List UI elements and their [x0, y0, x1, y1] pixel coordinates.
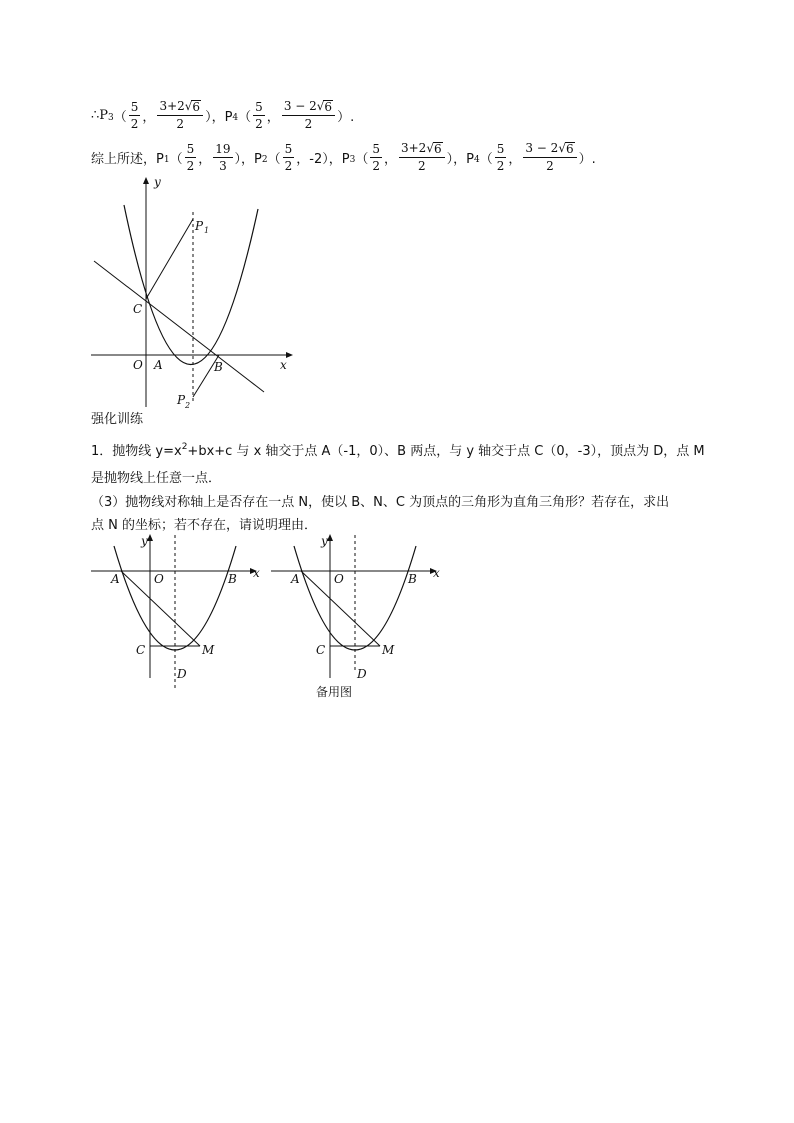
frac-den: 2	[546, 159, 554, 173]
problem-text: +bx+c 与 x 轴交于点 A（-1，0）、B 两点，与 y 轴交于点 C（0，-3），顶点为 D，点 M	[187, 444, 705, 459]
label-x: x	[280, 358, 287, 372]
comma: ，	[142, 109, 156, 125]
y-axis-arrow	[327, 534, 333, 541]
y-axis-arrow	[143, 177, 149, 184]
frac-den: 2	[496, 158, 505, 173]
summary-text: 综上所述，P	[91, 151, 164, 167]
label-p2-sub: 2	[185, 401, 191, 410]
label-m: M	[202, 643, 215, 657]
p4-subscript: 4	[232, 113, 239, 123]
comma: ，	[383, 151, 397, 167]
label-d: D	[177, 667, 187, 681]
label-o: O	[133, 358, 143, 372]
p3-subscript: 3	[349, 155, 356, 165]
p1-subscript: 1	[163, 155, 170, 165]
x-axis-arrow	[286, 352, 293, 358]
frac-den: 2	[130, 116, 139, 131]
open-paren: （	[479, 151, 493, 167]
label-o: O	[334, 572, 344, 586]
sqrt: √ 6	[426, 141, 442, 156]
label-c: C	[133, 302, 143, 316]
therefore-text: ∴P	[91, 107, 109, 123]
label-p1: P	[195, 219, 204, 233]
comma: ，	[266, 109, 280, 125]
frac-den: 2	[304, 117, 313, 131]
label-p2: P	[177, 393, 186, 407]
frac-num	[399, 142, 445, 158]
label-b: B	[408, 572, 417, 586]
frac-num-text: 3+2	[400, 141, 427, 155]
summary-line	[91, 142, 596, 172]
fraction	[399, 142, 445, 172]
label-b: B	[228, 572, 237, 586]
fraction	[370, 143, 382, 172]
label-x: x	[253, 566, 260, 580]
open-paren: （	[267, 151, 281, 167]
problem-line-4: 点 N 的坐标；若不存在，请说明理由．	[91, 518, 317, 533]
frac-num: 19	[215, 141, 231, 156]
problem-text: 1．抛物线 y=x	[91, 444, 182, 459]
sqrt-arg: 6	[565, 142, 574, 156]
p3-subscript: 3	[108, 113, 114, 123]
sqrt: √ 6	[184, 99, 201, 114]
fraction-five-halves	[253, 101, 265, 130]
frac-num: 5	[372, 141, 380, 156]
figure-parabola-p-points	[88, 172, 298, 412]
label-y: y	[321, 534, 328, 548]
fraction-five-halves	[129, 101, 141, 130]
parabola-curve	[124, 205, 258, 365]
fraction	[523, 142, 576, 172]
frac-den: 2	[186, 158, 195, 173]
result-line-p3-p4	[91, 100, 354, 130]
p2-rest: ，-2），P	[296, 151, 350, 167]
label-m: M	[382, 643, 395, 657]
figure-parabola-backup	[268, 533, 448, 693]
close-paren: ），P	[205, 109, 233, 125]
close-paren: ），P	[446, 151, 474, 167]
problem-line-3: （3）抛物线对称轴上是否存在一点 N，使以 B、N、C 为顶点的三角形为直角三角形？若存在，求出	[91, 495, 670, 510]
p4-subscript: 4	[473, 155, 480, 165]
frac-num: 5	[255, 99, 263, 114]
problem-line-2: 是抛物线上任意一点．	[91, 471, 222, 486]
frac-num-text: 3 − 2	[525, 141, 559, 155]
fraction	[185, 143, 197, 172]
segment-c-p1	[146, 219, 193, 299]
label-y: y	[141, 534, 148, 548]
p2-subscript: 2	[261, 155, 268, 165]
frac-num: 5	[186, 141, 195, 156]
problem-line-1	[91, 440, 705, 465]
open-paren: （	[113, 109, 127, 125]
label-o: O	[154, 572, 164, 586]
end-paren: ）.	[578, 151, 596, 167]
frac-num	[523, 142, 576, 158]
sqrt: √ 6	[316, 99, 333, 114]
label-a: A	[291, 572, 300, 586]
frac-num-text: 3 − 2	[283, 99, 317, 113]
open-paren: （	[355, 151, 369, 167]
end-paren: ）.	[337, 109, 355, 125]
frac-den: 2	[255, 116, 263, 131]
label-c: C	[136, 643, 146, 657]
sqrt-arg: 6	[324, 100, 333, 114]
frac-den: 2	[176, 117, 185, 131]
frac-den: 2	[417, 159, 426, 173]
close-paren: ），P	[234, 151, 262, 167]
sqrt-arg: 6	[433, 142, 442, 156]
frac-den: 3	[219, 158, 227, 173]
fraction	[495, 143, 507, 172]
y-axis-arrow	[147, 534, 153, 541]
label-a: A	[111, 572, 120, 586]
figure-parabola-main	[88, 533, 268, 693]
label-b: B	[214, 360, 223, 374]
fraction-p3-y	[157, 100, 203, 130]
backup-figure-caption: 备用图	[316, 685, 353, 699]
frac-num: 5	[284, 141, 293, 156]
frac-num: 5	[130, 99, 139, 114]
frac-den: 2	[284, 158, 293, 173]
label-d: D	[357, 667, 367, 681]
fraction	[213, 143, 232, 172]
sqrt-arg: 6	[192, 100, 201, 114]
frac-num-text: 3+2	[159, 99, 185, 113]
open-paren: （	[169, 151, 183, 167]
fraction-p4-y	[282, 100, 335, 130]
frac-den: 2	[372, 158, 380, 173]
sqrt: √ 6	[558, 141, 574, 156]
label-x: x	[433, 566, 440, 580]
line-cb	[94, 261, 264, 392]
comma: ，	[198, 151, 212, 167]
label-p1-sub: 1	[204, 226, 210, 235]
fraction	[283, 143, 295, 172]
label-c: C	[316, 643, 326, 657]
label-y: y	[154, 175, 161, 189]
superscript: 2	[181, 442, 188, 452]
section-title: 强化训练	[91, 412, 144, 427]
frac-num: 5	[496, 141, 505, 156]
comma: ，	[508, 151, 522, 167]
label-a: A	[154, 358, 163, 372]
open-paren: （	[238, 109, 252, 125]
frac-num	[282, 100, 335, 116]
frac-num	[157, 100, 203, 116]
